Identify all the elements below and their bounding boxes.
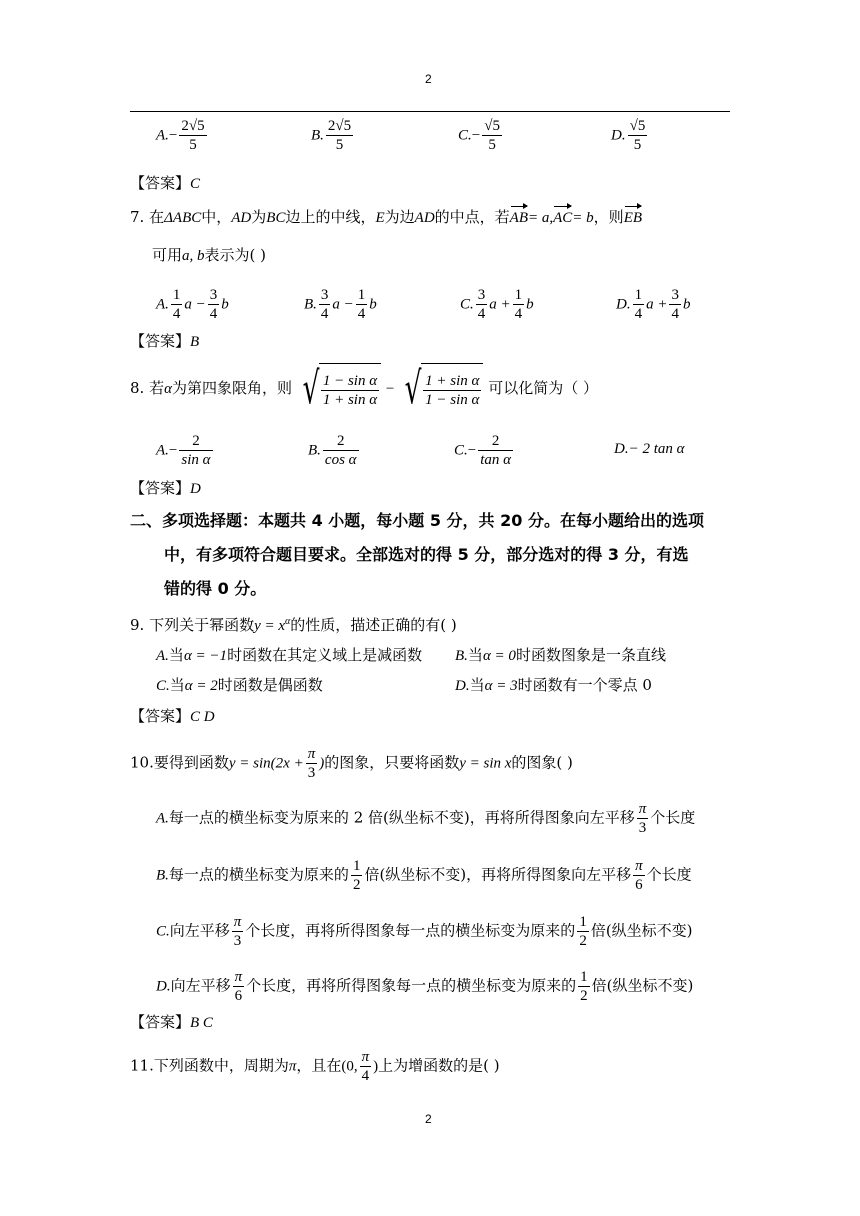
q6-answer: 【答案】C: [130, 174, 201, 192]
q8-option-b[interactable]: B. $\frac{2}{\text{cos α}}$: [308, 433, 357, 468]
q9-answer: 【答案】C D: [130, 707, 215, 725]
q9-option-a[interactable]: A.当α = −1时函数在其定义域上是减函数: [156, 646, 423, 664]
q9-option-d[interactable]: D.当α = 3时函数有一个零点 0: [455, 676, 652, 694]
q7-option-d[interactable]: D. $\frac{1}{4}$ a + $\frac{3}{4}$ b: [616, 287, 691, 322]
q10-option-b[interactable]: B.每一点的横坐标变为原来的 $\frac{1}{2}$ 倍(纵坐标不变)，再将所得图象向左平移 $\frac{\pi}{6}$ 个长度: [156, 858, 692, 893]
q6-option-b[interactable]: B. $\frac{2√5}{5}$: [311, 118, 352, 153]
q10-option-d[interactable]: D.向左平移 $\frac{\pi}{6}$ 个长度，再将所得图象每一点的横坐标变为原来的 $\frac{1}{2}$ 倍(纵坐标不变): [156, 969, 694, 1004]
q7-option-c[interactable]: C. $\frac{3}{4}$ a + $\frac{1}{4}$ b: [460, 287, 534, 322]
section2-heading-line1: 二、多项选择题：本题共 4 小题，每小题 5 分，共 20 分。在每小题给出的选项: [130, 511, 704, 530]
q6-option-c[interactable]: C.− $\frac{√5}{5}$: [458, 118, 500, 153]
header-rule: [130, 111, 730, 112]
radical-sign: √: [302, 363, 320, 414]
q10-option-c[interactable]: C.向左平移 $\frac{\pi}{3}$ 个长度，再将所得图象每一点的横坐标变为原来的 $\frac{1}{2}$ 倍(纵坐标不变): [156, 914, 693, 949]
q8-option-d[interactable]: D.− 2 tan α: [614, 441, 685, 457]
q8-option-c[interactable]: C.− $\frac{2}{\text{tan α}}$: [454, 433, 512, 468]
q7-stem: 7. 在ΔABC中，AD为BC边上的中线，E为边AD的中点，若AB= a,AC= b，则EB: [130, 208, 643, 226]
q7-stem-line2: 可用a, b表示为( ): [152, 246, 266, 264]
page-number-top: 2: [425, 72, 432, 86]
q6-option-a[interactable]: A.− $\frac{2√5}{5}$: [156, 118, 205, 153]
q9-option-b[interactable]: B.当α = 0时函数图象是一条直线: [455, 646, 666, 664]
q9-option-c[interactable]: C.当α = 2时函数是偶函数: [156, 676, 323, 694]
q8-stem: 8. 若α为第四象限角，则 √ $\frac{\text{1 − sin α}}{\text{1 + sin α}}$ − √ $\frac{\text{1 + sin α}}{\text{1 − sin α}}$ 可以化简为（ ）: [130, 363, 598, 414]
page-number-bottom: 2: [425, 1112, 432, 1126]
q10-stem: 10.要得到函数y = sin(2x + $\frac{\pi}{3}$ )的图象，只要将函数y = sin x的图象( ): [130, 746, 573, 781]
q8-option-a[interactable]: A.− $\frac{2}{\text{sin α}}$: [156, 433, 211, 468]
q10-answer: 【答案】B C: [130, 1013, 213, 1031]
q8-answer: 【答案】D: [130, 479, 201, 497]
q7-answer: 【答案】B: [130, 332, 200, 350]
section2-heading-line3: 错的得 0 分。: [164, 579, 267, 598]
q10-option-a[interactable]: A.每一点的横坐标变为原来的 2 倍(纵坐标不变)，再将所得图象向左平移 $\frac{\pi}{3}$ 个长度: [156, 801, 696, 836]
q9-stem: 9. 下列关于幂函数$y = x^\alpha$的性质，描述正确的有( ): [130, 616, 457, 634]
q7-option-b[interactable]: B. $\frac{3}{4}$ a − $\frac{1}{4}$ b: [304, 287, 377, 322]
q11-stem: 11.下列函数中，周期为π，且在(0, $\frac{\pi}{4}$ )上为增函数的是( ): [130, 1049, 500, 1084]
q7-option-a[interactable]: A. $\frac{1}{4}$ a − $\frac{3}{4}$ b: [156, 287, 229, 322]
section2-heading-line2: 中，有多项符合题目要求。全部选对的得 5 分，部分选对的得 3 分，有选: [164, 545, 689, 564]
q6-option-d[interactable]: D. $\frac{√5}{5}$: [611, 118, 646, 153]
radical-sign: √: [404, 363, 422, 414]
